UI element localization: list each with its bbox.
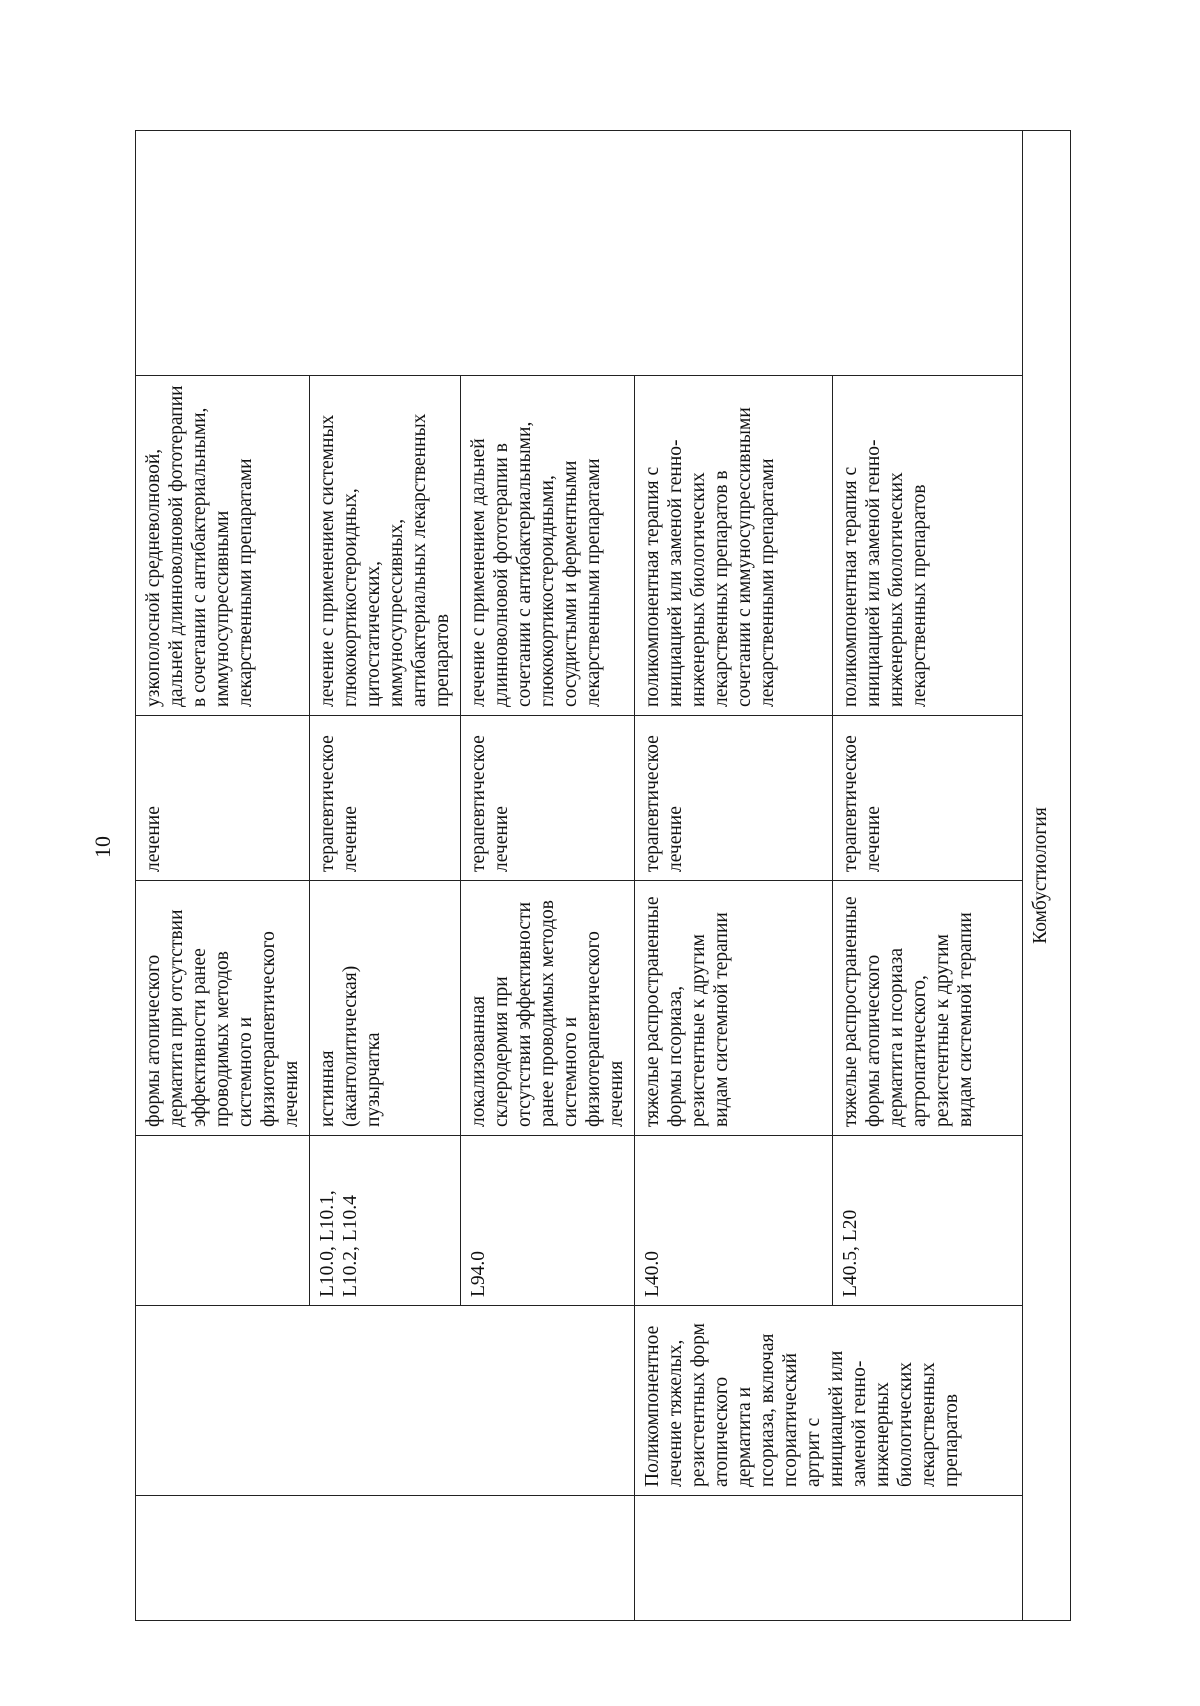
cell-codes: L94.0 bbox=[461, 1136, 635, 1306]
cell-method: поликомпонентная терапия с инициацией или заменой генно-инженерных биологических лекарственных препаратов в сочетании с иммуносупрессивными лекарственными препаратами bbox=[635, 376, 833, 716]
section-row bbox=[1023, 131, 1071, 1621]
cell-model: тяжелые распространенные формы псориаза, резистентные к другим видам системной терапии bbox=[635, 881, 833, 1136]
rotated-table-page bbox=[135, 131, 1070, 1621]
page-number: 10 bbox=[90, 836, 115, 858]
cell-codes bbox=[136, 1136, 310, 1306]
section-heading: Комбустиология bbox=[1023, 131, 1071, 1621]
table-row bbox=[136, 131, 310, 1621]
cell-cost bbox=[136, 131, 1023, 376]
cell-type: терапевтическое лечение bbox=[833, 716, 1023, 881]
cell-type: лечение bbox=[136, 716, 310, 881]
cell-model: тяжелые распространенные формы атопического дерматита и псориаза артропатического, резистентные к другим видам системной терапии bbox=[833, 881, 1023, 1136]
cell-model: формы атопического дерматита при отсутствии эффективности ранее проводимых методов системного и физиотерапевтического лечения bbox=[136, 881, 310, 1136]
cell-model: локализованная склеродермия при отсутствии эффективности ранее проводимых методов системного и физиотерапевтического лечения bbox=[461, 881, 635, 1136]
cell-method: лечение с применением системных глюкокортикостероидных, цитостатических, иммуносупрессивных, антибактериальных лекарственных препаратов bbox=[310, 376, 461, 716]
cell-codes: L40.5, L20 bbox=[833, 1136, 1023, 1306]
cell-codes: L40.0 bbox=[635, 1136, 833, 1306]
cell-type: терапевтическое лечение bbox=[635, 716, 833, 881]
cell-model: истинная (акантолитическая) пузырчатка bbox=[310, 881, 461, 1136]
cell-method: поликомпонентная терапия с инициацией или заменой генно-инженерных биологических лекарственных препаратов bbox=[833, 376, 1023, 716]
cell-index bbox=[136, 1496, 635, 1621]
cell-index bbox=[635, 1496, 1023, 1621]
cell-profile: Поликомпонентное лечение тяжелых, резистентных форм атопического дерматита и псориаза, включая псориатический артрит с инициацией или заменой генно-инженерных биологических лекарственных препаратов bbox=[635, 1306, 1023, 1496]
cell-type: терапевтическое лечение bbox=[310, 716, 461, 881]
cell-profile bbox=[136, 1306, 635, 1496]
cell-method: лечение с применением дальней длинноволновой фототерапии в сочетании с антибактериальными, глюкокортикостероидными, сосудистыми и ферментными лекарственными препаратами bbox=[461, 376, 635, 716]
treatment-table bbox=[135, 130, 1071, 1621]
cell-codes: L10.0, L10.1, L10.2, L10.4 bbox=[310, 1136, 461, 1306]
cell-type: терапевтическое лечение bbox=[461, 716, 635, 881]
cell-method: узкополосной средневолновой, дальней длинноволновой фототерапии в сочетании с антибактериальными, иммуносупрессивными лекарственными препаратами bbox=[136, 376, 310, 716]
